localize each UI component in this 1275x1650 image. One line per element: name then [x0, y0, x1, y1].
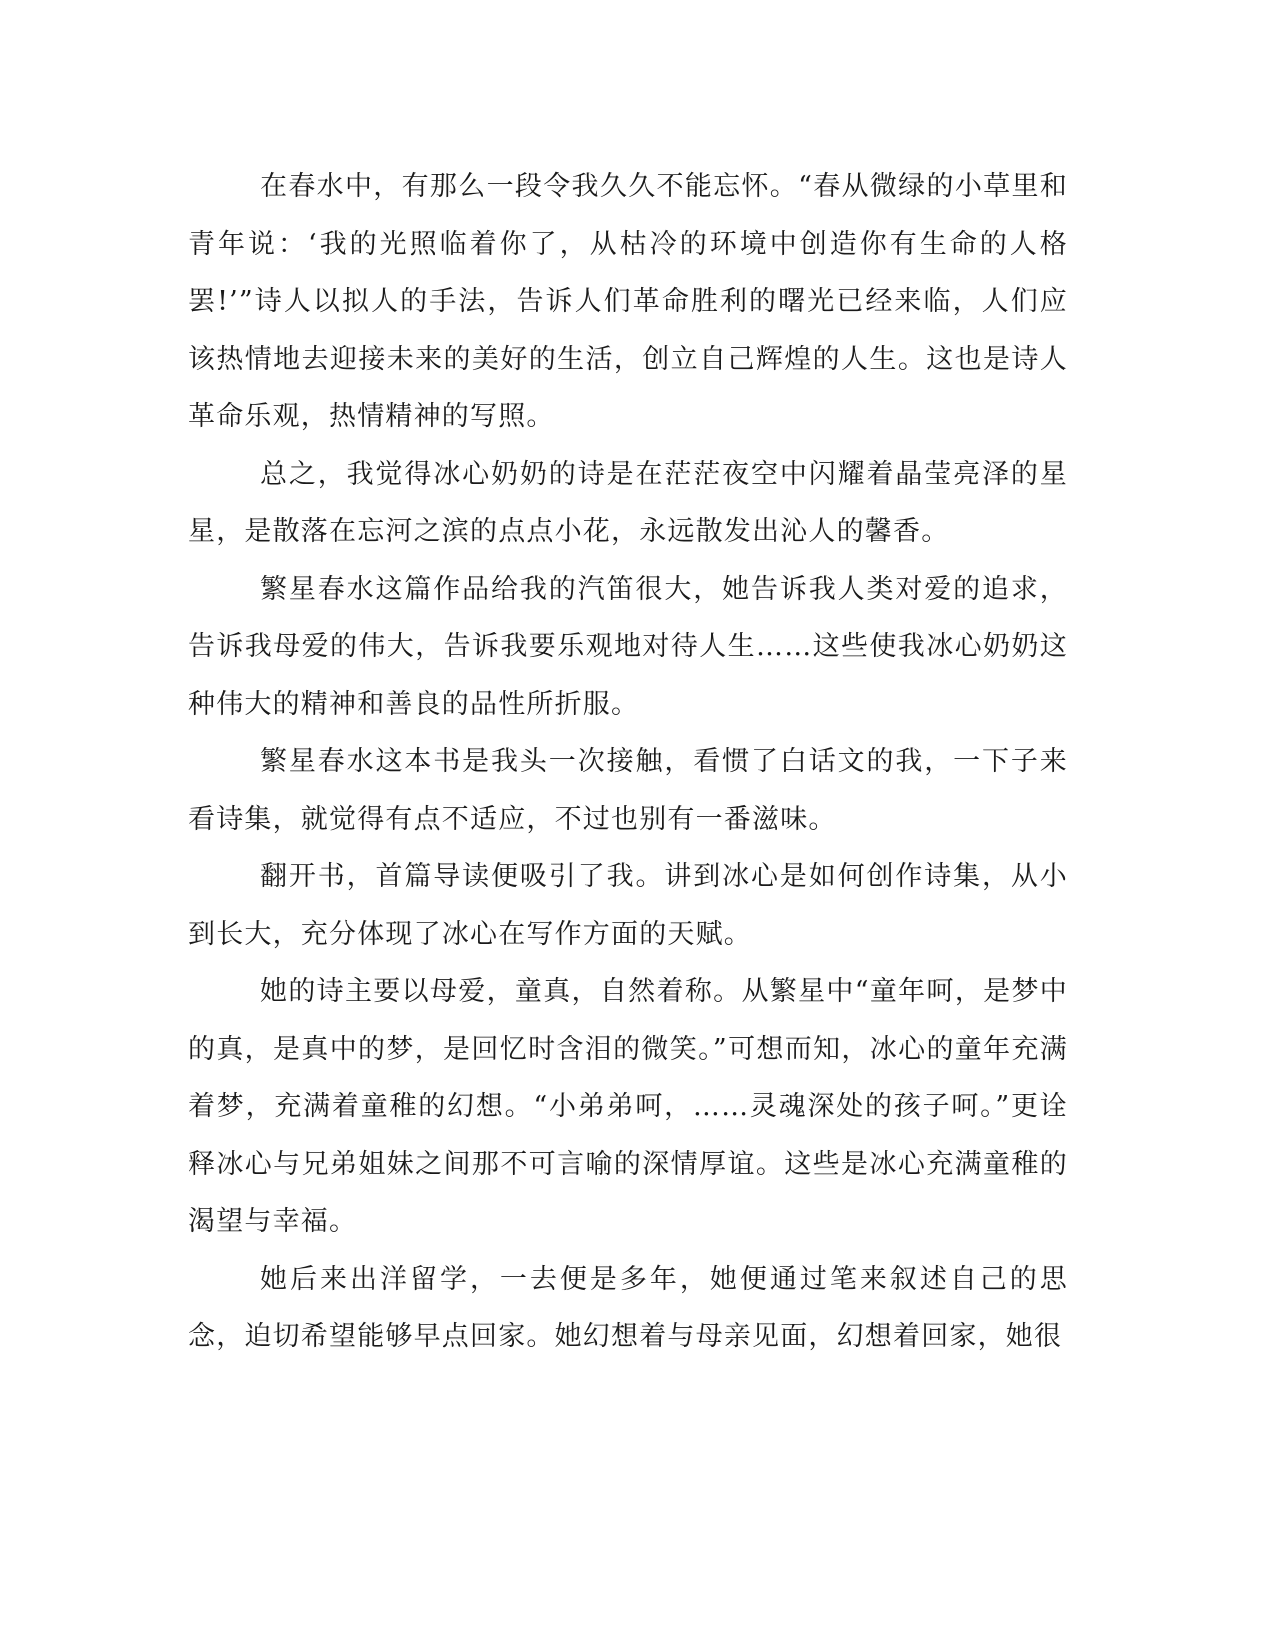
body-text: [188, 158, 1068, 1366]
paragraph-3: 繁星春水这篇作品给我的汽笛很大，她告诉我人类对爱的追求，告诉我母爱的伟大，告诉我要乐观地对待人生……这些使我冰心奶奶这种伟大的精神和善良的品性所折服。: [188, 573, 1068, 720]
paragraph-1: 在春水中，有那么一段令我久久不能忘怀。“春从微绿的小草里和青年说：‘我的光照临着你了，从枯冷的环境中创造你有生命的人格罢!’”诗人以拟人的手法，告诉人们革命胜利的曙光已经来临，人们应该热情地去迎接未来的美好的生活，创立自己辉煌的人生。这也是诗人革命乐观，热情精神的写照。: [188, 171, 1068, 432]
paragraph-6: 她的诗主要以母爱，童真，自然着称。从繁星中“童年呵，是梦中的真，是真中的梦，是回忆时含泪的微笑。”可想而知，冰心的童年充满着梦，充满着童稚的幻想。“小弟弟呵，……灵魂深处的孩子呵。”更诠释冰心与兄弟姐妹之间那不可言喻的深情厚谊。这些是冰心充满童稚的渴望与幸福。: [188, 976, 1068, 1237]
paragraph-7: 她后来出洋留学，一去便是多年，她便通过笔来叙述自己的思念，迫切希望能够早点回家。她幻想着与母亲见面，幻想着回家，她很: [188, 1263, 1068, 1352]
paragraph-4: 繁星春水这本书是我头一次接触，看惯了白话文的我，一下子来看诗集，就觉得有点不适应，不过也别有一番滋味。: [188, 746, 1068, 835]
paragraph-5: 翻开书，首篇导读便吸引了我。讲到冰心是如何创作诗集，从小到长大，充分体现了冰心在写作方面的天赋。: [188, 861, 1068, 950]
paragraph-2: 总之，我觉得冰心奶奶的诗是在茫茫夜空中闪耀着晶莹亮泽的星星，是散落在忘河之滨的点点小花，永远散发出沁人的馨香。: [188, 458, 1068, 547]
